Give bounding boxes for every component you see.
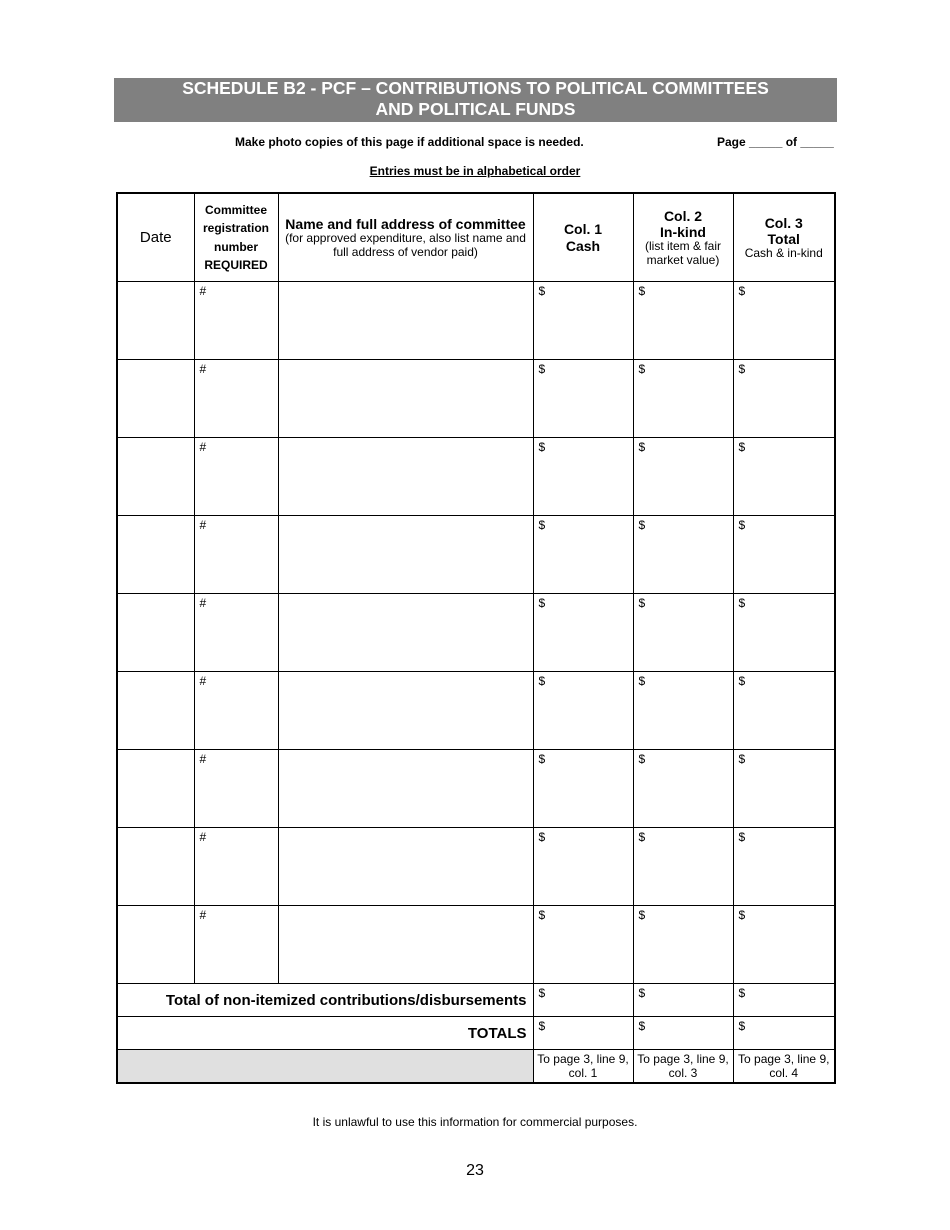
header-col2-subtitle: (list item & fair market value)	[644, 238, 721, 267]
table-row	[117, 594, 835, 672]
col3-total-cell[interactable]	[733, 438, 835, 516]
name-address-cell[interactable]	[278, 672, 533, 750]
header-registration-line2: registration	[202, 221, 269, 236]
header-registration-line3: number	[213, 239, 258, 254]
currency-mark: $	[538, 752, 546, 766]
header-col2-title1: Col. 2	[663, 207, 703, 224]
currency-mark: $	[538, 440, 546, 454]
totals-row	[117, 1017, 835, 1050]
non-itemized-col1-cell[interactable]	[533, 984, 633, 1017]
col2-inkind-cell[interactable]	[633, 672, 733, 750]
shaded-cell	[117, 1050, 533, 1084]
currency-mark: $	[638, 986, 646, 1000]
name-address-cell[interactable]	[278, 282, 533, 360]
col2-inkind-cell[interactable]	[633, 828, 733, 906]
date-cell[interactable]	[117, 672, 194, 750]
table-row	[117, 516, 835, 594]
currency-mark: $	[738, 752, 746, 766]
name-address-cell[interactable]	[278, 438, 533, 516]
header-col1-title2: Cash	[565, 237, 601, 254]
registration-cell[interactable]	[194, 750, 278, 828]
totals-col3-cell[interactable]	[733, 1017, 835, 1050]
header-name-subtitle: (for approved expenditure, also list name and full address of vendor paid)	[285, 230, 526, 259]
registration-cell[interactable]	[194, 282, 278, 360]
registration-cell[interactable]	[194, 594, 278, 672]
schedule-title-line1: SCHEDULE B2 - PCF – CONTRIBUTIONS TO POLITICAL COMMITTEES	[182, 78, 769, 98]
col1-cash-cell[interactable]	[533, 438, 633, 516]
date-cell[interactable]	[117, 438, 194, 516]
date-cell[interactable]	[117, 906, 194, 984]
col2-inkind-cell[interactable]	[633, 282, 733, 360]
registration-mark: #	[199, 830, 207, 844]
registration-mark: #	[199, 752, 207, 766]
totals-col1-cell[interactable]	[533, 1017, 633, 1050]
col1-cash-cell[interactable]	[533, 906, 633, 984]
col3-total-cell[interactable]	[733, 594, 835, 672]
currency-mark: $	[638, 908, 646, 922]
header-col2-title2: In-kind	[660, 223, 706, 240]
header-col3-subtitle: Cash & in-kind	[744, 245, 823, 260]
table-row	[117, 750, 835, 828]
currency-mark: $	[738, 908, 746, 922]
schedule-title-banner	[114, 78, 837, 122]
carry-note-col2: To page 3, line 9, col. 3	[633, 1050, 733, 1084]
currency-mark: $	[738, 284, 746, 298]
currency-mark: $	[738, 596, 746, 610]
table-row	[117, 828, 835, 906]
currency-mark: $	[538, 284, 546, 298]
header-col1	[533, 193, 633, 282]
currency-mark: $	[538, 596, 546, 610]
name-address-cell[interactable]	[278, 750, 533, 828]
header-registration-line1: Committee	[204, 202, 267, 217]
col3-total-cell[interactable]	[733, 360, 835, 438]
col1-cash-cell[interactable]	[533, 594, 633, 672]
non-itemized-col3-cell[interactable]	[733, 984, 835, 1017]
col1-cash-cell[interactable]	[533, 672, 633, 750]
col1-cash-cell[interactable]	[533, 828, 633, 906]
currency-mark: $	[738, 440, 746, 454]
table-row	[117, 282, 835, 360]
currency-mark: $	[638, 284, 646, 298]
currency-mark: $	[638, 596, 646, 610]
page-of-field[interactable]: Page _____ of _____	[717, 135, 834, 149]
table-header-row	[117, 193, 835, 282]
date-cell[interactable]	[117, 360, 194, 438]
table-body	[117, 282, 835, 1084]
currency-mark: $	[638, 518, 646, 532]
currency-mark: $	[638, 1019, 646, 1033]
currency-mark: $	[738, 674, 746, 688]
header-col1-title1: Col. 1	[563, 221, 603, 238]
registration-cell[interactable]	[194, 516, 278, 594]
carry-note-col1: To page 3, line 9, col. 1	[533, 1050, 633, 1084]
currency-mark: $	[538, 986, 546, 1000]
schedule-title-line2: AND POLITICAL FUNDS	[375, 99, 576, 119]
carry-forward-row	[117, 1050, 835, 1084]
col3-total-cell[interactable]	[733, 828, 835, 906]
col1-cash-cell[interactable]	[533, 282, 633, 360]
col3-total-cell[interactable]	[733, 750, 835, 828]
col2-inkind-cell[interactable]	[633, 906, 733, 984]
currency-mark: $	[738, 518, 746, 532]
commercial-use-disclaimer: It is unlawful to use this information for commercial purposes.	[312, 1115, 638, 1129]
registration-cell[interactable]	[194, 360, 278, 438]
header-col3	[733, 193, 835, 282]
header-col3-title2: Total	[767, 230, 800, 247]
date-cell[interactable]	[117, 282, 194, 360]
name-address-cell[interactable]	[278, 828, 533, 906]
registration-cell[interactable]	[194, 438, 278, 516]
registration-mark: #	[199, 596, 207, 610]
col3-total-cell[interactable]	[733, 672, 835, 750]
col2-inkind-cell[interactable]	[633, 750, 733, 828]
alphabetical-order-note: Entries must be in alphabetical order	[369, 164, 581, 178]
copy-instruction: Make photo copies of this page if additional space is needed.	[235, 135, 584, 149]
table-row	[117, 906, 835, 984]
currency-mark: $	[538, 362, 546, 376]
header-date: Date	[117, 193, 194, 282]
totals-col2-cell[interactable]	[633, 1017, 733, 1050]
registration-mark: #	[199, 674, 207, 688]
name-address-cell[interactable]	[278, 516, 533, 594]
currency-mark: $	[638, 362, 646, 376]
col2-inkind-cell[interactable]	[633, 516, 733, 594]
col1-cash-cell[interactable]	[533, 750, 633, 828]
table-row	[117, 672, 835, 750]
name-address-cell[interactable]	[278, 360, 533, 438]
header-registration	[194, 193, 278, 282]
currency-mark: $	[538, 830, 546, 844]
col3-total-cell[interactable]	[733, 906, 835, 984]
currency-mark: $	[638, 752, 646, 766]
header-registration-line4: REQUIRED	[204, 257, 268, 272]
name-address-cell[interactable]	[278, 906, 533, 984]
header-col2	[633, 193, 733, 282]
currency-mark: $	[738, 986, 746, 1000]
table-row	[117, 360, 835, 438]
currency-mark: $	[738, 362, 746, 376]
registration-cell[interactable]	[194, 672, 278, 750]
currency-mark: $	[538, 1019, 546, 1033]
currency-mark: $	[638, 830, 646, 844]
registration-cell[interactable]	[194, 828, 278, 906]
col3-total-cell[interactable]	[733, 516, 835, 594]
registration-mark: #	[199, 284, 207, 298]
currency-mark: $	[538, 908, 546, 922]
currency-mark: $	[638, 674, 646, 688]
non-itemized-col2-cell[interactable]	[633, 984, 733, 1017]
currency-mark: $	[538, 674, 546, 688]
currency-mark: $	[638, 440, 646, 454]
registration-mark: #	[199, 908, 207, 922]
registration-mark: #	[199, 440, 207, 454]
currency-mark: $	[738, 1019, 746, 1033]
totals-label: TOTALS	[117, 1017, 533, 1050]
date-cell[interactable]	[117, 516, 194, 594]
page-number: 23	[466, 1162, 484, 1179]
name-address-cell[interactable]	[278, 594, 533, 672]
registration-cell[interactable]	[194, 906, 278, 984]
col3-total-cell[interactable]	[733, 282, 835, 360]
col1-cash-cell[interactable]	[533, 516, 633, 594]
date-cell[interactable]	[117, 828, 194, 906]
date-cell[interactable]	[117, 750, 194, 828]
col2-inkind-cell[interactable]	[633, 594, 733, 672]
non-itemized-label: Total of non-itemized contributions/disbursements	[117, 984, 533, 1017]
currency-mark: $	[538, 518, 546, 532]
contributions-table	[116, 192, 836, 1084]
table-row	[117, 438, 835, 516]
non-itemized-row	[117, 984, 835, 1017]
col2-inkind-cell[interactable]	[633, 360, 733, 438]
date-cell[interactable]	[117, 594, 194, 672]
col1-cash-cell[interactable]	[533, 360, 633, 438]
header-name-address	[278, 193, 533, 282]
carry-note-col3: To page 3, line 9, col. 4	[733, 1050, 835, 1084]
registration-mark: #	[199, 518, 207, 532]
currency-mark: $	[738, 830, 746, 844]
col2-inkind-cell[interactable]	[633, 438, 733, 516]
header-name-title: Name and full address of committee	[285, 215, 526, 232]
registration-mark: #	[199, 362, 207, 376]
header-col3-title1: Col. 3	[764, 214, 803, 231]
